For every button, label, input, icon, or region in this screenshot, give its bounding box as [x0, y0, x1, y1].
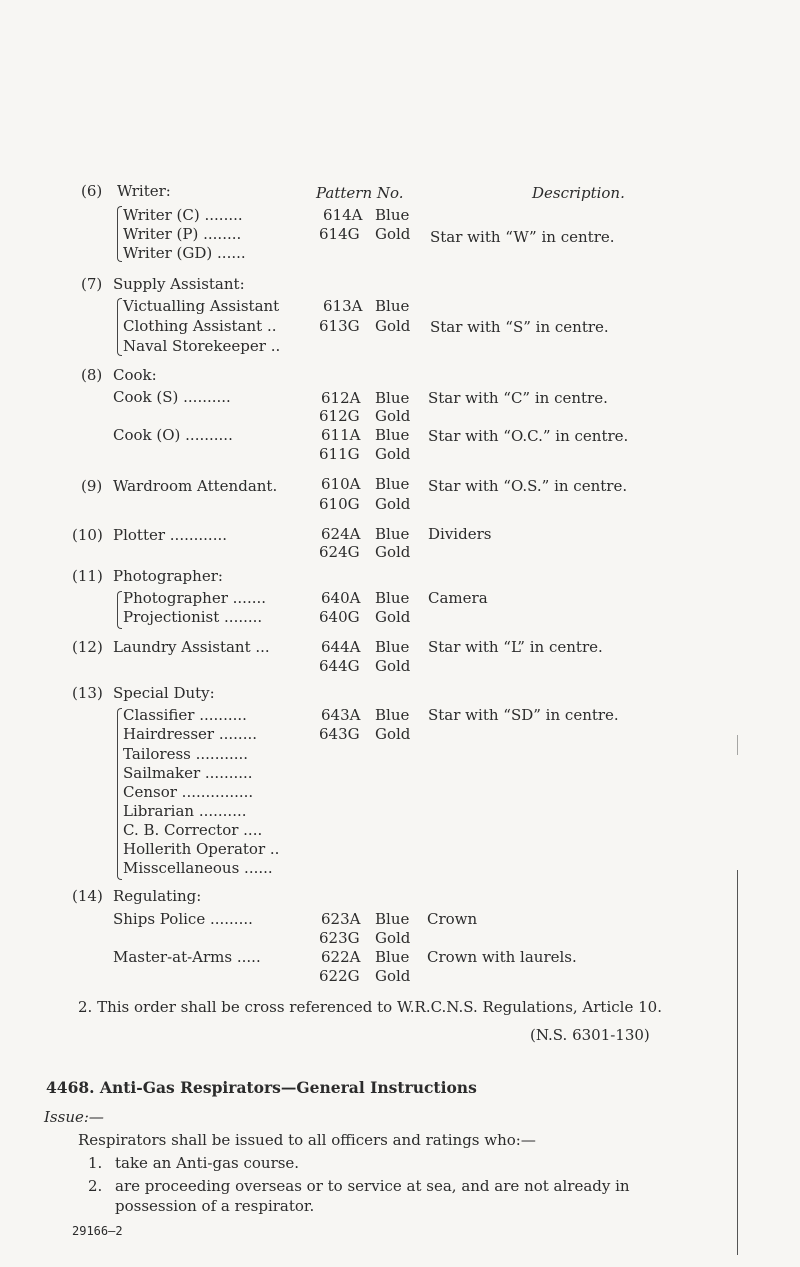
pattern-no-header: Pattern No.	[316, 184, 404, 202]
list-item: Projectionist ........	[123, 608, 263, 626]
list-text: are proceeding overseas or to service at sea, and are not already in	[115, 1177, 630, 1195]
description: Star with “S” in centre.	[430, 318, 609, 336]
pattern-number: 612A	[321, 389, 361, 407]
list-item: Master-at-Arms .....	[113, 948, 261, 966]
group-number: (14)	[72, 887, 103, 905]
group-title: Regulating:	[113, 887, 202, 905]
list-item: Tailoress ...........	[123, 745, 249, 763]
pattern-number: 610G	[319, 495, 360, 513]
pattern-color: Blue	[375, 475, 410, 493]
description: Crown with laurels.	[427, 948, 577, 966]
page-code: 29166—2	[72, 1224, 123, 1238]
pattern-number: 613A	[323, 297, 363, 315]
pattern-number: 640G	[319, 608, 360, 626]
pattern-color: Gold	[375, 929, 411, 947]
cross-reference-note: 2. This order shall be cross referenced to W.R.C.N.S. Regulations, Article 10.	[78, 998, 662, 1016]
description: Camera	[428, 589, 488, 607]
description: Star with “O.S.” in centre.	[428, 477, 628, 495]
pattern-color: Blue	[375, 525, 410, 543]
group-number: (13)	[72, 684, 103, 702]
pattern-color: Gold	[375, 967, 411, 985]
pattern-color: Blue	[375, 948, 410, 966]
pattern-number: 644A	[321, 638, 361, 656]
list-item: Censor ...............	[123, 783, 254, 801]
group-title: Laundry Assistant ...	[113, 638, 270, 656]
group-number: (6)	[81, 182, 103, 200]
group-title: Writer:	[117, 182, 171, 200]
group-number: (12)	[72, 638, 103, 656]
pattern-number: 643A	[321, 706, 361, 724]
left-brace	[117, 708, 122, 880]
pattern-color: Blue	[375, 910, 410, 928]
issue-label: Issue:—	[44, 1108, 104, 1126]
list-item: Librarian ..........	[123, 802, 247, 820]
description: Star with “SD” in centre.	[428, 706, 619, 724]
list-item: Hollerith Operator ..	[123, 840, 280, 858]
list-item: Writer (GD) ......	[123, 244, 246, 262]
group-title: Wardroom Attendant.	[113, 477, 278, 495]
pattern-color: Blue	[375, 706, 410, 724]
list-item: Naval Storekeeper ..	[123, 337, 281, 355]
list-item: Sailmaker ..........	[123, 764, 253, 782]
list-text-continued: possession of a respirator.	[115, 1197, 315, 1215]
pattern-number: 612G	[319, 407, 360, 425]
pattern-number: 610A	[321, 475, 361, 493]
pattern-color: Gold	[375, 543, 411, 561]
group-title: Supply Assistant:	[113, 275, 245, 293]
description: Star with “O.C.” in centre.	[428, 427, 629, 445]
pattern-color: Gold	[375, 225, 411, 243]
section-title: 4468. Anti-Gas Respirators—General Instructions	[46, 1078, 477, 1097]
pattern-number: 623G	[319, 929, 360, 947]
list-item: Victualling Assistant	[123, 297, 280, 315]
pattern-color: Blue	[375, 389, 410, 407]
list-item: Cook (O) ..........	[113, 426, 233, 444]
pattern-number: 623A	[321, 910, 361, 928]
left-brace	[117, 298, 122, 356]
pattern-color: Blue	[375, 638, 410, 656]
pattern-color: Gold	[375, 495, 411, 513]
list-item: Clothing Assistant ..	[123, 317, 277, 335]
pattern-number: 611A	[321, 426, 361, 444]
pattern-number: 624G	[319, 543, 360, 561]
pattern-color: Gold	[375, 445, 411, 463]
pattern-number: 622A	[321, 948, 361, 966]
pattern-number: 643G	[319, 725, 360, 743]
section-intro: Respirators shall be issued to all officers and ratings who:—	[78, 1131, 536, 1149]
list-item: Misscellaneous ......	[123, 859, 273, 877]
list-item: Writer (P) ........	[123, 225, 242, 243]
pattern-number: 622G	[319, 967, 360, 985]
left-brace	[117, 591, 122, 629]
group-number: (9)	[81, 477, 103, 495]
pattern-color: Gold	[375, 725, 411, 743]
description: Star with “W” in centre.	[430, 228, 615, 246]
group-title: Photographer:	[113, 567, 223, 585]
pattern-color: Gold	[375, 657, 411, 675]
list-number: 2.	[88, 1177, 103, 1195]
list-item: Ships Police .........	[113, 910, 253, 928]
pattern-color: Gold	[375, 407, 411, 425]
pattern-color: Blue	[375, 426, 410, 444]
scan-edge-line	[737, 870, 738, 1255]
left-brace	[117, 206, 122, 262]
group-number: (11)	[72, 567, 103, 585]
group-title: Cook:	[113, 366, 157, 384]
description: Star with “L” in centre.	[428, 638, 603, 656]
description-header: Description.	[532, 184, 625, 202]
group-number: (7)	[81, 275, 103, 293]
description: Star with “C” in centre.	[428, 389, 608, 407]
list-text: take an Anti-gas course.	[115, 1154, 300, 1172]
pattern-number: 613G	[319, 317, 360, 335]
group-title: Plotter ............	[113, 526, 228, 544]
pattern-color: Blue	[375, 589, 410, 607]
pattern-number: 644G	[319, 657, 360, 675]
list-item: Hairdresser ........	[123, 725, 257, 743]
list-item: Writer (C) ........	[123, 206, 243, 224]
description: Dividers	[428, 525, 492, 543]
list-item: Cook (S) ..........	[113, 388, 231, 406]
group-title: Special Duty:	[113, 684, 215, 702]
pattern-number: 614G	[319, 225, 360, 243]
list-item: Classifier ..........	[123, 706, 247, 724]
list-number: 1.	[88, 1154, 103, 1172]
pattern-number: 611G	[319, 445, 360, 463]
pattern-color: Blue	[375, 206, 410, 224]
pattern-color: Gold	[375, 317, 411, 335]
list-item: C. B. Corrector ....	[123, 821, 263, 839]
pattern-color: Blue	[375, 297, 410, 315]
reference-number: (N.S. 6301-130)	[530, 1026, 650, 1044]
description: Crown	[427, 910, 478, 928]
group-number: (8)	[81, 366, 103, 384]
pattern-number: 614A	[323, 206, 363, 224]
group-number: (10)	[72, 526, 103, 544]
pattern-number: 624A	[321, 525, 361, 543]
scan-edge-mark	[737, 735, 738, 755]
pattern-number: 640A	[321, 589, 361, 607]
list-item: Photographer .......	[123, 589, 267, 607]
pattern-color: Gold	[375, 608, 411, 626]
